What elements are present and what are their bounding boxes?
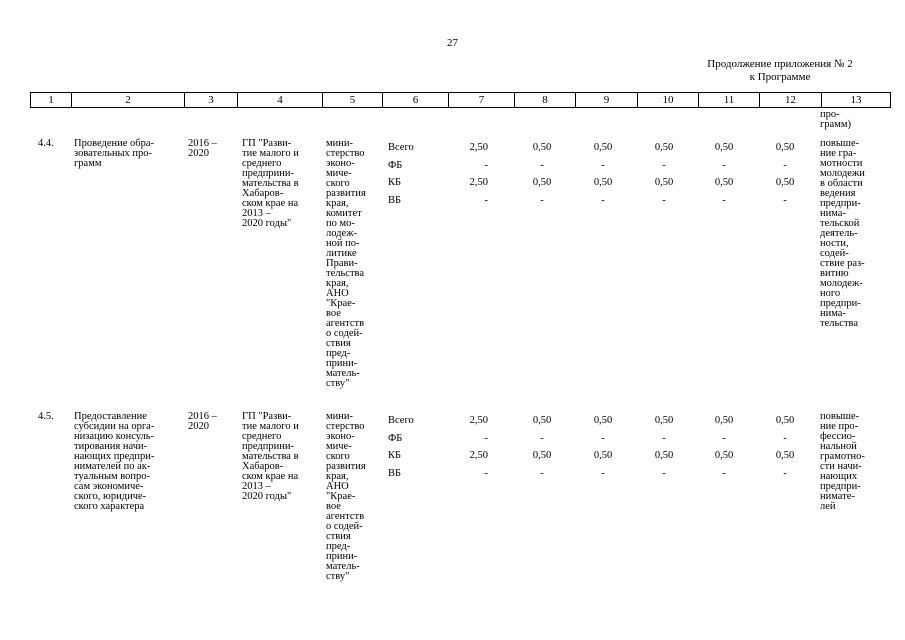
value-col-11: 0,50 - 0,50 - xyxy=(714,142,734,206)
header-col-11: 11 xyxy=(699,93,760,108)
program-name: ГП "Разви- тие малого и среднего предприни- мательства в Хабаров- ском крае на 2013 – 2020 годы" xyxy=(242,138,299,229)
value-col-7: 2,50 - 2,50 - xyxy=(469,142,488,206)
value-col-9: 0,50 - 0,50 - xyxy=(593,142,613,206)
program-name: ГП "Разви- тие малого и среднего предприни- мательства в Хабаров- ском крае на 2013 – 2020 годы" xyxy=(242,411,299,502)
header-col-10: 10 xyxy=(638,93,699,108)
value-col-8: 0,50 - 0,50 - xyxy=(532,142,552,206)
funding-sources: Всего ФБ КБ ВБ xyxy=(388,415,414,479)
executor: мини- стерство эконо- миче- ского развития края, комитет по мо- лодеж- ной по- литике Прави- тельства края, АНО "Крае- вое агентств о содей- ствия пред- прини- матель- ству" xyxy=(326,138,366,389)
value-col-8: 0,50 - 0,50 - xyxy=(532,415,552,479)
continuation-line-2: к Программе xyxy=(749,71,811,83)
header-col-9: 9 xyxy=(576,93,638,108)
header-col-8: 8 xyxy=(515,93,576,108)
header-col-3: 3 xyxy=(185,93,238,108)
value-col-12: 0,50 - 0,50 - xyxy=(775,415,795,479)
carryover-result-text: про- грамм) xyxy=(820,109,852,130)
period: 2016 – 2020 xyxy=(188,138,217,159)
page-number: 27 xyxy=(447,37,458,49)
activity-name: Предоставление субсидии на орга- низацию консуль- тирования начи- нающих предпри- нимателей по ак- туальным вопро- сам экономиче- ского, юридиче- ского характера xyxy=(74,411,155,512)
header-col-13: 13 xyxy=(822,93,891,108)
header-col-5: 5 xyxy=(323,93,383,108)
value-col-12: 0,50 - 0,50 - xyxy=(775,142,795,206)
funding-sources: Всего ФБ КБ ВБ xyxy=(388,142,414,206)
header-col-12: 12 xyxy=(760,93,822,108)
value-col-9: 0,50 - 0,50 - xyxy=(593,415,613,479)
activity-name: Проведение обра- зовательных про- грамм xyxy=(74,138,155,169)
header-col-6: 6 xyxy=(383,93,449,108)
value-col-11: 0,50 - 0,50 - xyxy=(714,415,734,479)
executor: мини- стерство эконо- миче- ского развития края, АНО "Крае- вое агентств о содей- ствия пред- прини- матель- ству" xyxy=(326,411,366,582)
header-col-1: 1 xyxy=(31,93,72,108)
continuation-line-1: Продолжение приложения № 2 xyxy=(707,58,853,70)
row-number: 4.4. xyxy=(38,138,54,149)
value-col-10: 0,50 - 0,50 - xyxy=(654,142,674,206)
row-number: 4.5. xyxy=(38,411,54,422)
expected-result: повыше- ние гра- мотности молодежи в области ведения предпри- нима- тельской деятель- ности, содей- ствие раз- витию молодеж- ного предпри- нима- тельства xyxy=(820,138,865,329)
expected-result: повыше- ние про- фессио- нальной грамотно- сти начи- нающих предпри- нимате- лей xyxy=(820,411,865,512)
continuation-note xyxy=(680,58,880,84)
column-header-row xyxy=(30,92,891,108)
value-col-7: 2,50 - 2,50 - xyxy=(469,415,488,479)
header-col-4: 4 xyxy=(238,93,323,108)
header-col-2: 2 xyxy=(72,93,185,108)
value-col-10: 0,50 - 0,50 - xyxy=(654,415,674,479)
header-col-7: 7 xyxy=(449,93,515,108)
period: 2016 – 2020 xyxy=(188,411,217,432)
